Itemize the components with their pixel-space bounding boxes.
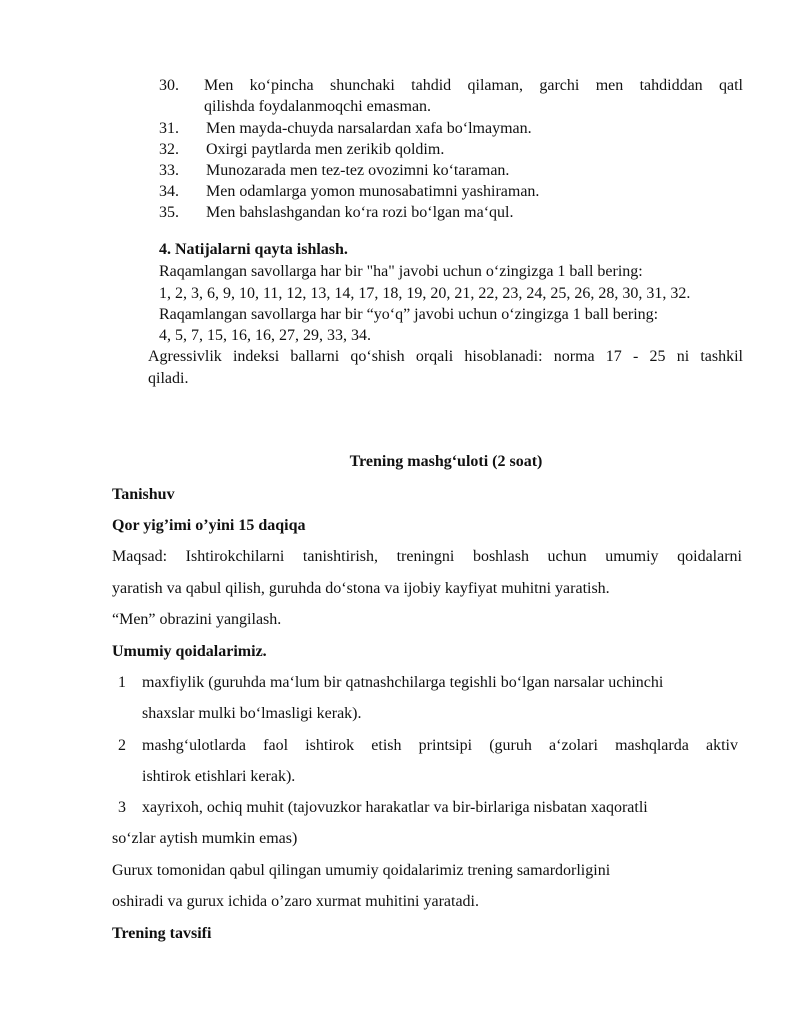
goal-text: Maqsad: Ishtirokchilarni tanishtirish, treningni boshlash uchun umumiy qoidalarni <box>112 548 742 565</box>
rule-text: mashg‘ulotlarda faol ishtirok etish printsipi (guruh a‘zolari mashqlarda aktiv <box>142 737 738 754</box>
men-image-text: “Men” obrazini yangilash. <box>112 611 282 628</box>
yes-intro: Raqamlangan savollarga har bir "ha" javobi uchun o‘zingizga 1 ball bering: <box>159 263 643 280</box>
description-heading: Trening tavsifi <box>112 925 212 942</box>
index-text: Agressivlik indeksi ballarni qo‘shish orqali hisoblanadi: norma 17 - 25 ni tashkil <box>148 348 743 365</box>
item-number: 31. <box>159 120 179 137</box>
rule-text-continued: so‘zlar aytish mumkin emas) <box>112 830 298 847</box>
rule-number: 2 <box>118 737 126 754</box>
item-number: 34. <box>159 183 179 200</box>
no-question-list: 4, 5, 7, 15, 16, 16, 27, 29, 33, 34. <box>159 327 371 344</box>
index-text-continued: qiladi. <box>148 370 189 387</box>
item-text: Men bahslashgandan ko‘ra rozi bo‘lgan ma‘qul. <box>206 204 514 221</box>
item-number: 33. <box>159 162 179 179</box>
item-text: Munozarada men tez-tez ovozimni ko‘taraman. <box>206 162 510 179</box>
item-number: 30. <box>159 77 179 94</box>
rule-number: 1 <box>118 674 126 691</box>
training-title: Trening mashg‘uloti (2 soat) <box>349 453 543 470</box>
rule-text: maxfiylik (guruhda ma‘lum bir qatnashchilarga tegishli bo‘lgan narsalar uchinchi <box>142 674 664 691</box>
item-number: 35. <box>159 204 179 221</box>
item-text-continued: qilishda foydalanmoqchi emasman. <box>204 98 432 115</box>
rule-number: 3 <box>118 799 126 816</box>
intro-heading: Tanishuv <box>112 486 175 503</box>
rule-text-continued: ishtirok etishlari kerak). <box>142 768 296 785</box>
item-text: Oxirgi paytlarda men zerikib qoldim. <box>206 141 445 158</box>
goal-text-continued: yaratish va qabul qilish, guruhda do‘stona va ijobiy kayfiyat muhitni yaratish. <box>112 580 610 597</box>
no-intro: Raqamlangan savollarga har bir “yo‘q” javobi uchun o‘zingizga 1 ball bering: <box>159 306 659 323</box>
yes-question-list: 1, 2, 3, 6, 9, 10, 11, 12, 13, 14, 17, 18, 19, 20, 21, 22, 23, 24, 25, 26, 28, 30, 31, 32. <box>159 285 691 302</box>
summary-text: Gurux tomonidan qabul qilingan umumiy qoidalarimiz trening samardorligini <box>112 862 611 879</box>
rule-text: xayrixoh, ochiq muhit (tajovuzkor harakatlar va bir-birlariga nisbatan xaqoratli <box>142 799 648 816</box>
summary-text-continued: oshiradi va gurux ichida o’zaro xurmat muhitini yaratadi. <box>112 893 479 910</box>
rule-text-continued: shaxslar mulki bo‘lmasligi kerak). <box>142 705 362 722</box>
rules-heading: Umumiy qoidalarimiz. <box>112 643 267 660</box>
processing-heading: 4. Natijalarni qayta ishlash. <box>159 241 348 258</box>
game-heading: Qor yig’imi o’yini 15 daqiqa <box>112 517 306 534</box>
item-text: Men ko‘pincha shunchaki tahdid qilaman, garchi men tahdiddan qatl <box>204 77 743 94</box>
item-text: Men mayda-chuyda narsalardan xafa bo‘lmayman. <box>206 120 532 137</box>
item-number: 32. <box>159 141 179 158</box>
item-text: Men odamlarga yomon munosabatimni yashiraman. <box>206 183 540 200</box>
